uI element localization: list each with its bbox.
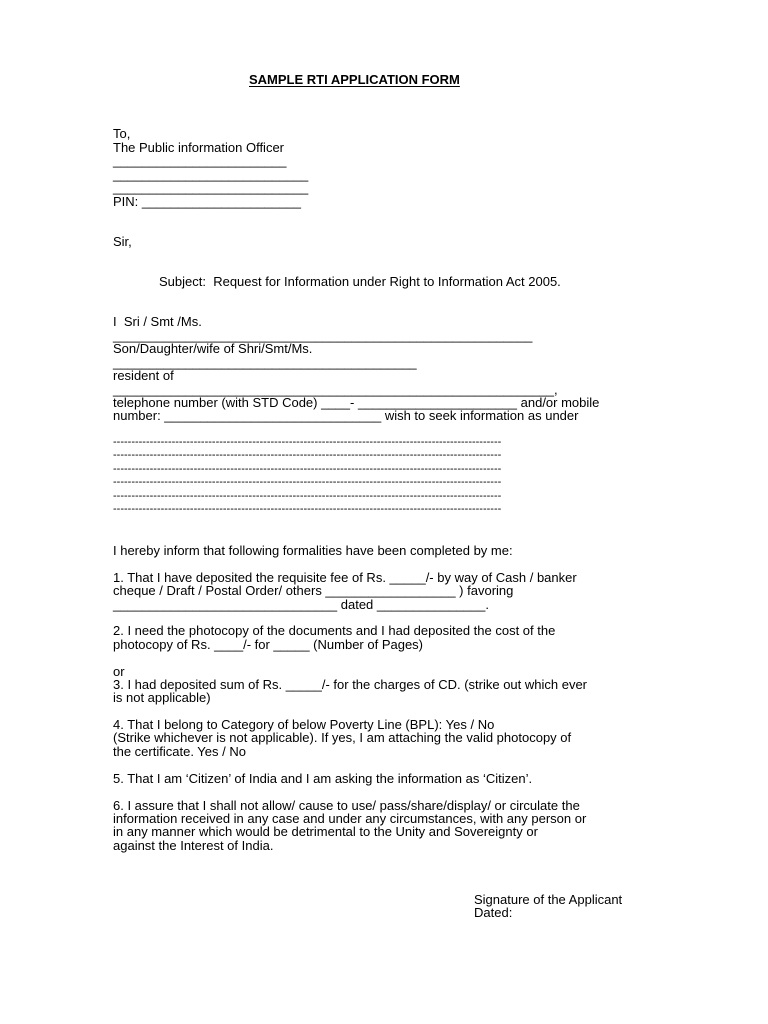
info-line: ---------------------------------------------------------------------------------------------------------- [113, 490, 502, 502]
address-blank-line: ________________________ [113, 153, 287, 168]
applicant-name-label: I Sri / Smt /Ms. [113, 314, 202, 329]
formalities-intro: I hereby inform that following formalities have been completed by me: [113, 543, 513, 558]
item-1-line: 1. That I have deposited the requisite fee of Rs. _____/- by way of Cash / banker [113, 570, 577, 585]
item-4-line: the certificate. Yes / No [113, 744, 246, 759]
info-line: ---------------------------------------------------------------------------------------------------------- [113, 476, 502, 488]
item-1-line: cheque / Draft / Postal Order/ others __________________ ) favoring [113, 583, 514, 598]
info-line: ---------------------------------------------------------------------------------------------------------- [113, 436, 502, 448]
signature-label: Signature of the Applicant [474, 892, 623, 907]
telephone-line: telephone number (with STD Code) ____- ______________________ and/or mobile [113, 395, 600, 410]
item-2-line: photocopy of Rs. ____/- for _____ (Number of Pages) [113, 637, 424, 652]
relation-label: Son/Daughter/wife of Shri/Smt/Ms. [113, 341, 313, 356]
resident-blank: _____________________________________________________________, [113, 382, 558, 397]
item-5-line: 5. That I am ‘Citizen’ of India and I am asking the information as ‘Citizen’. [113, 771, 533, 786]
address-officer: The Public information Officer [113, 140, 284, 155]
address-pin: PIN: ______________________ [113, 194, 301, 209]
item-6-line: against the Interest of India. [113, 838, 274, 853]
info-line: ---------------------------------------------------------------------------------------------------------- [113, 449, 502, 461]
item-6-line: in any manner which would be detrimental to the Unity and Sovereignty or [113, 824, 538, 839]
salutation: Sir, [113, 234, 132, 249]
item-3-line: is not applicable) [113, 690, 211, 705]
relation-blank: __________________________________________ [113, 355, 417, 370]
item-4-line: (Strike whichever is not applicable). If yes, I am attaching the valid photocopy of [113, 730, 572, 745]
or-separator: or [113, 664, 125, 679]
info-line: ---------------------------------------------------------------------------------------------------------- [113, 463, 502, 475]
item-6-line: 6. I assure that I shall not allow/ cause to use/ pass/share/display/ or circulate the [113, 798, 580, 813]
item-4-line: 4. That I belong to Category of below Poverty Line (BPL): Yes / No [113, 717, 495, 732]
item-6-line: information received in any case and under any circumstances, with any person or [113, 811, 587, 826]
applicant-name-blank: __________________________________________________________ [113, 328, 533, 343]
item-1-line: _______________________________ dated _______________. [113, 597, 489, 612]
item-2-line: 2. I need the photocopy of the documents and I had deposited the cost of the [113, 623, 556, 638]
resident-label: resident of [113, 368, 174, 383]
item-3-line: 3. I had deposited sum of Rs. _____/- for the charges of CD. (strike out which ever [113, 677, 588, 692]
mobile-line: number: ______________________________ wish to seek information as under [113, 408, 579, 423]
address-to: To, [113, 126, 131, 141]
info-line: ---------------------------------------------------------------------------------------------------------- [113, 503, 502, 515]
address-blank-line: ___________________________ [113, 167, 309, 182]
signature-dated: Dated: [474, 905, 513, 920]
address-blank-line: ___________________________ [113, 180, 309, 195]
subject-line: Subject: Request for Information under Right to Information Act 2005. [159, 274, 561, 289]
form-title: SAMPLE RTI APPLICATION FORM [249, 72, 460, 87]
